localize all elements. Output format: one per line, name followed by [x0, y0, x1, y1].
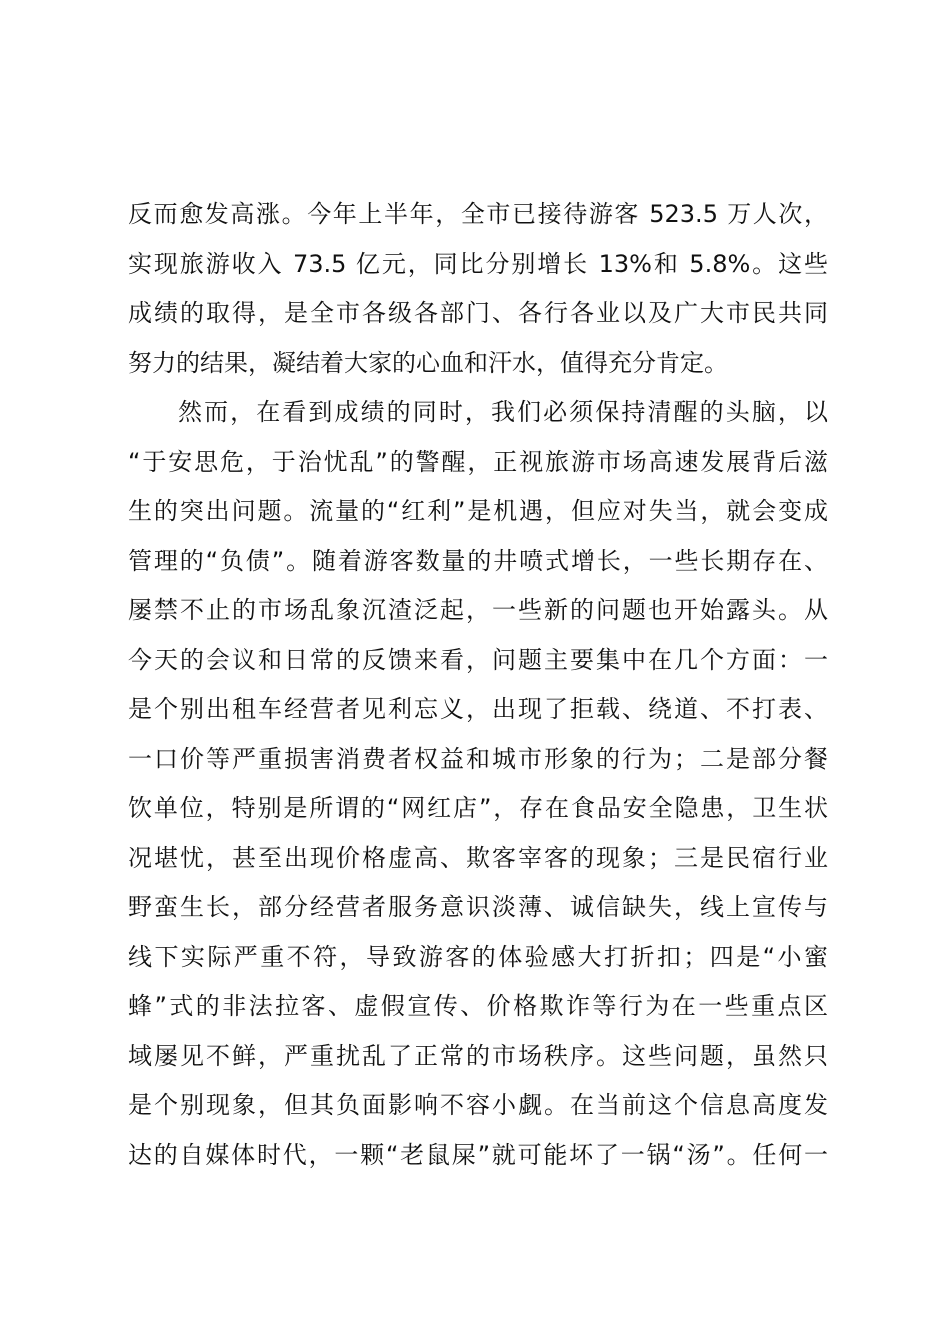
paragraph: [128, 388, 828, 1180]
text-line: 况堪忧，甚至出现价格虚高、欺客宰客的现象；三是民宿行业: [128, 843, 828, 872]
text-line: 饮单位，特别是所谓的“网红店”，存在食品安全隐患，卫生状: [128, 794, 828, 822]
text-line: “于安思危，于治忧乱”的警醒，正视旅游市场高速发展背后滋: [128, 447, 828, 476]
text-line: 成绩的取得，是全市各级各部门、各行各业以及广大市民共同: [128, 299, 828, 327]
text-line: 域屡见不鲜，严重扰乱了正常的市场秩序。这些问题，虽然只: [128, 1041, 828, 1070]
text-line: 管理的“负债”。随着游客数量的井喷式增长，一些长期存在、: [128, 546, 828, 575]
text-line: 屡禁不止的市场乱象沉渣泛起，一些新的问题也开始露头。从: [128, 596, 828, 624]
text-line: 反而愈发高涨。今年上半年，全市已接待游客 523.5 万人次，: [128, 200, 828, 228]
text-line: 今天的会议和日常的反馈来看，问题主要集中在几个方面：一: [128, 645, 828, 674]
text-line: 然而，在看到成绩的同时，我们必须保持清醒的头脑，以: [178, 398, 828, 426]
text-line: 是个别出租车经营者见利忘义，出现了拒载、绕道、不打表、: [128, 695, 828, 723]
body-text: [128, 190, 828, 1180]
text-line: 实现旅游收入 73.5 亿元，同比分别增长 13%和 5.8%。这些: [128, 249, 828, 278]
text-line: 一口价等严重损害消费者权益和城市形象的行为；二是部分餐: [128, 744, 828, 773]
text-line: 线下实际严重不符，导致游客的体验感大打折扣；四是“小蜜: [128, 942, 828, 971]
text-line: 野蛮生长，部分经营者服务意识淡薄、诚信缺失，线上宣传与: [128, 893, 828, 921]
paragraph: [128, 190, 828, 388]
text-line: 蜂”式的非法拉客、虚假宣传、价格欺诈等行为在一些重点区: [128, 992, 828, 1020]
text-line: 努力的结果，凝结着大家的心血和汗水，值得充分肯定。: [128, 348, 728, 377]
text-line: 是个别现象，但其负面影响不容小觑。在当前这个信息高度发: [128, 1091, 828, 1119]
text-line: 达的自媒体时代，一颗“老鼠屎”就可能坏了一锅“汤”。任何一: [128, 1140, 828, 1169]
text-line: 生的突出问题。流量的“红利”是机遇，但应对失当，就会变成: [128, 497, 828, 525]
